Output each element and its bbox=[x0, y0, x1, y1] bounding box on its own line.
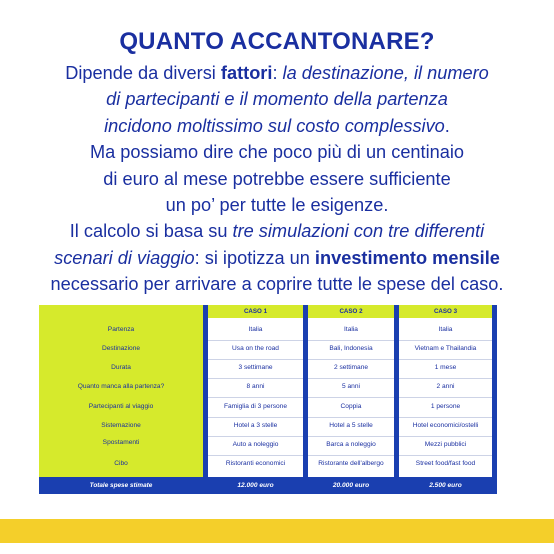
row-separator bbox=[308, 340, 394, 341]
table-cell: Famiglia di 3 persone bbox=[223, 403, 288, 410]
row-label-partenza: Partenza bbox=[107, 326, 135, 333]
row-label-spostamenti: Spostamenti bbox=[102, 439, 140, 446]
row-separator bbox=[208, 340, 303, 341]
table-cell: 2 settimane bbox=[333, 364, 369, 371]
row-label-cibo: Cibo bbox=[114, 460, 128, 467]
intro-line-6: un po’ per tutte le esigenze. bbox=[165, 195, 389, 216]
table-cell: 8 anni bbox=[246, 383, 265, 390]
row-separator bbox=[308, 359, 394, 360]
table-cell: Auto a noleggio bbox=[232, 441, 279, 448]
intro-line-4: Ma possiamo dire che poco più di un centinaio bbox=[89, 142, 465, 163]
table-cell: Hotel a 3 stelle bbox=[233, 422, 278, 429]
table-cell: Italia bbox=[438, 326, 453, 333]
table-cell: 5 anni bbox=[342, 383, 360, 390]
row-separator bbox=[308, 397, 394, 398]
intro-line-2: di partecipanti e il momento della partenza bbox=[106, 89, 448, 110]
header-caso-3: CASO 3 bbox=[399, 305, 492, 318]
header-caso-1: CASO 1 bbox=[208, 305, 303, 318]
row-separator bbox=[208, 436, 303, 437]
row-separator bbox=[399, 417, 492, 418]
table-cell: 1 mese bbox=[434, 364, 457, 371]
row-separator bbox=[399, 378, 492, 379]
intro-line-1: Dipende da diversi fattori: la destinazione, il numero bbox=[65, 63, 489, 83]
table-cell: 2 anni bbox=[436, 383, 455, 390]
intro-line-9: necessario per arrivare a coprire tutte le spese del caso. bbox=[50, 274, 504, 295]
row-separator bbox=[308, 417, 394, 418]
table-cell: Italia bbox=[344, 326, 358, 333]
table-cell: Usa on the road bbox=[232, 345, 279, 352]
row-separator bbox=[399, 340, 492, 341]
row-separator bbox=[399, 359, 492, 360]
row-separator bbox=[208, 397, 303, 398]
intro-line-5: di euro al mese potrebbe essere sufficiente bbox=[103, 168, 451, 189]
table-cell: Vietnam e Thailandia bbox=[414, 345, 477, 352]
table-cell: 1 persone bbox=[430, 403, 461, 410]
intro-line-7: Il calcolo si basa su tre simulazioni con tre differenti bbox=[69, 221, 485, 242]
total-caso-2: 20.000 euro bbox=[332, 482, 370, 489]
row-separator bbox=[208, 455, 303, 456]
intro-line-8: scenari di viaggio: si ipotizza un investimento mensile bbox=[54, 247, 500, 268]
table-cell: Ristorante dell'albergo bbox=[318, 460, 384, 467]
table-cell: Ristoranti economici bbox=[225, 460, 286, 467]
row-separator bbox=[208, 417, 303, 418]
table-cell: Hotel economici/ostelli bbox=[412, 422, 479, 429]
total-caso-3: 2.500 euro bbox=[429, 482, 462, 489]
header-caso-2: CASO 2 bbox=[308, 305, 394, 318]
table-cell: Coppia bbox=[340, 403, 362, 410]
table-cell: 3 settimane bbox=[238, 364, 273, 371]
table-cell: Barca a noleggio bbox=[326, 441, 376, 448]
row-label-destinazione: Destinazione bbox=[101, 345, 141, 352]
row-separator bbox=[308, 436, 394, 437]
table-cell: Italia bbox=[248, 326, 263, 333]
table-cell: Street food/fast food bbox=[415, 460, 476, 467]
row-label-durata: Durata bbox=[111, 364, 131, 371]
cost-comparison-table bbox=[39, 305, 497, 490]
column-divider bbox=[492, 305, 497, 477]
table-cell: Bali, Indonesia bbox=[329, 345, 373, 352]
row-separator bbox=[308, 378, 394, 379]
row-separator bbox=[308, 455, 394, 456]
row-separator bbox=[399, 455, 492, 456]
table-cell: Mezzi pubblici bbox=[424, 441, 467, 448]
total-label: Totale spese stimate bbox=[89, 482, 153, 489]
intro-line-3: incidono moltissimo sul costo complessivo. bbox=[104, 115, 450, 136]
row-label-quanto-manca: Quanto manca alla partenza? bbox=[77, 383, 165, 390]
row-label-sistemazione: Sistemazione bbox=[101, 422, 141, 429]
row-separator bbox=[208, 378, 303, 379]
footer-stripe bbox=[0, 519, 554, 543]
row-separator bbox=[399, 397, 492, 398]
row-separator bbox=[399, 436, 492, 437]
intro-paragraph bbox=[18, 60, 536, 298]
row-separator bbox=[208, 359, 303, 360]
table-cell: Hotel a 5 stelle bbox=[329, 422, 373, 429]
page-title: QUANTO ACCANTONARE? bbox=[119, 28, 435, 55]
row-label-partecipanti: Partecipanti al viaggio bbox=[88, 403, 154, 410]
total-caso-1: 12.000 euro bbox=[237, 482, 274, 489]
